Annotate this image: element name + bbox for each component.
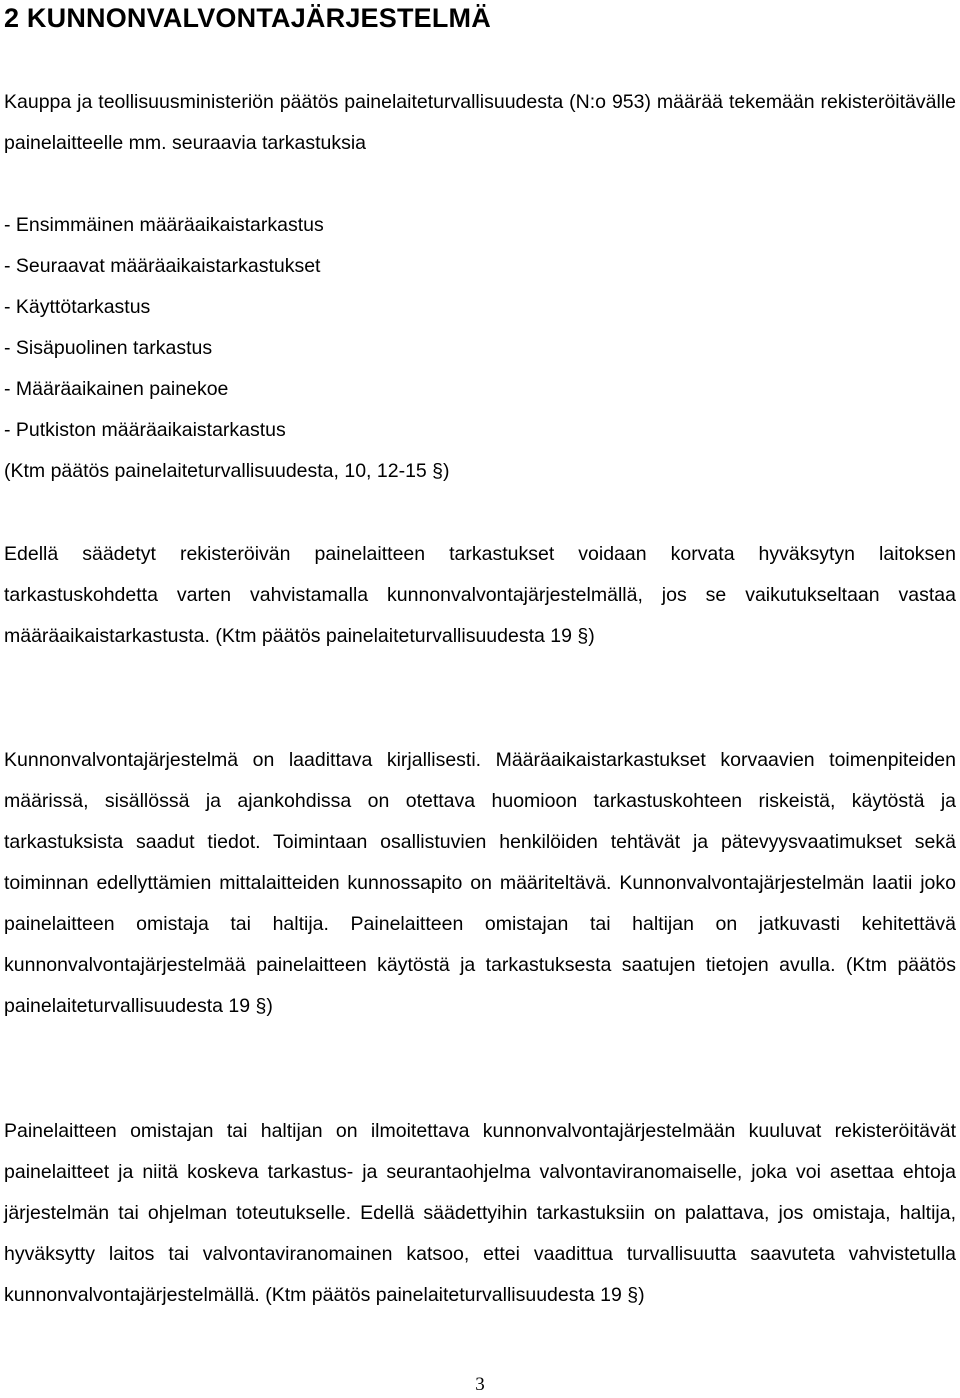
section-heading: 2 KUNNONVALVONTAJÄRJESTELMÄ [4, 3, 491, 33]
inspection-list [4, 205, 956, 492]
list-item: - Määräaikainen painekoe [4, 378, 229, 400]
list-item: - Käyttötarkastus [4, 296, 151, 318]
list-item: - Ensimmäinen määräaikaistarkastus [4, 214, 324, 236]
list-reference: (Ktm päätös painelaiteturvallisuudesta, 10, 12-15 §) [4, 460, 450, 482]
body-paragraph-written-system: Kunnonvalvontajärjestelmä on laadittava kirjallisesti. Määräaikaistarkastukset korvaavien toimenpiteiden määrissä, sisällössä ja ajankohdissa on otettava huomioon tarkastuskohteen riskeistä, käytöstä ja tarkastuksista saadut tiedot. Toimintaan osallistuvien henkilöiden tehtävät ja pätevyysvaatimukset sekä toiminnan edellyttämien mittalaitteiden kunnossapito on määriteltävä. Kunnonvalvontajärjestelmän laatii joko painelaitteen omistaja tai haltija. Painelaitteen omistajan tai haltijan on jatkuvasti kehitettävä kunnonvalvontajärjestelmää painelaitteen käytöstä ja tarkastuksesta saatujen tietojen avulla. (Ktm päätös painelaiteturvallisuudesta 19 §) [4, 749, 956, 1017]
body-paragraph-notification: Painelaitteen omistajan tai haltijan on ilmoitettava kunnonvalvontajärjestelmään kuuluvat rekisteröitävät painelaitteet ja niitä koskeva tarkastus- ja seurantaohjelma valvontaviranomaiselle, joka voi asettaa ehtoja järjestelmän tai ohjelman toteutukselle. Edellä säädettyihin tarkastuksiin on palattava, jos omistaja, haltija, hyväksytty laitos tai valvontaviranomainen katsoo, ettei vaadittua turvallisuutta saavuteta vahvistetulla kunnonvalvontajärjestelmällä. (Ktm päätös painelaiteturvallisuudesta 19 §) [4, 1120, 956, 1306]
list-item: - Putkiston määräaikaistarkastus [4, 419, 286, 441]
intro-paragraph: Kauppa ja teollisuusministeriön päätös painelaiteturvallisuudesta (N:o 953) määrää tekemään rekisteröitävälle painelaitteelle mm. seuraavia tarkastuksia [4, 91, 956, 154]
body-paragraph-replacement: Edellä säädetyt rekisteröivän painelaitteen tarkastukset voidaan korvata hyväksytyn laitoksen tarkastuskohdetta varten vahvistamalla kunnonvalvontajärjestelmällä, jos se vaikutukseltaan vastaa määräaikaistarkastusta. (Ktm päätös painelaiteturvallisuudesta 19 §) [4, 543, 956, 647]
list-item: - Sisäpuolinen tarkastus [4, 337, 213, 359]
list-item: - Seuraavat määräaikaistarkastukset [4, 255, 321, 277]
page-number: 3 [475, 1374, 485, 1395]
